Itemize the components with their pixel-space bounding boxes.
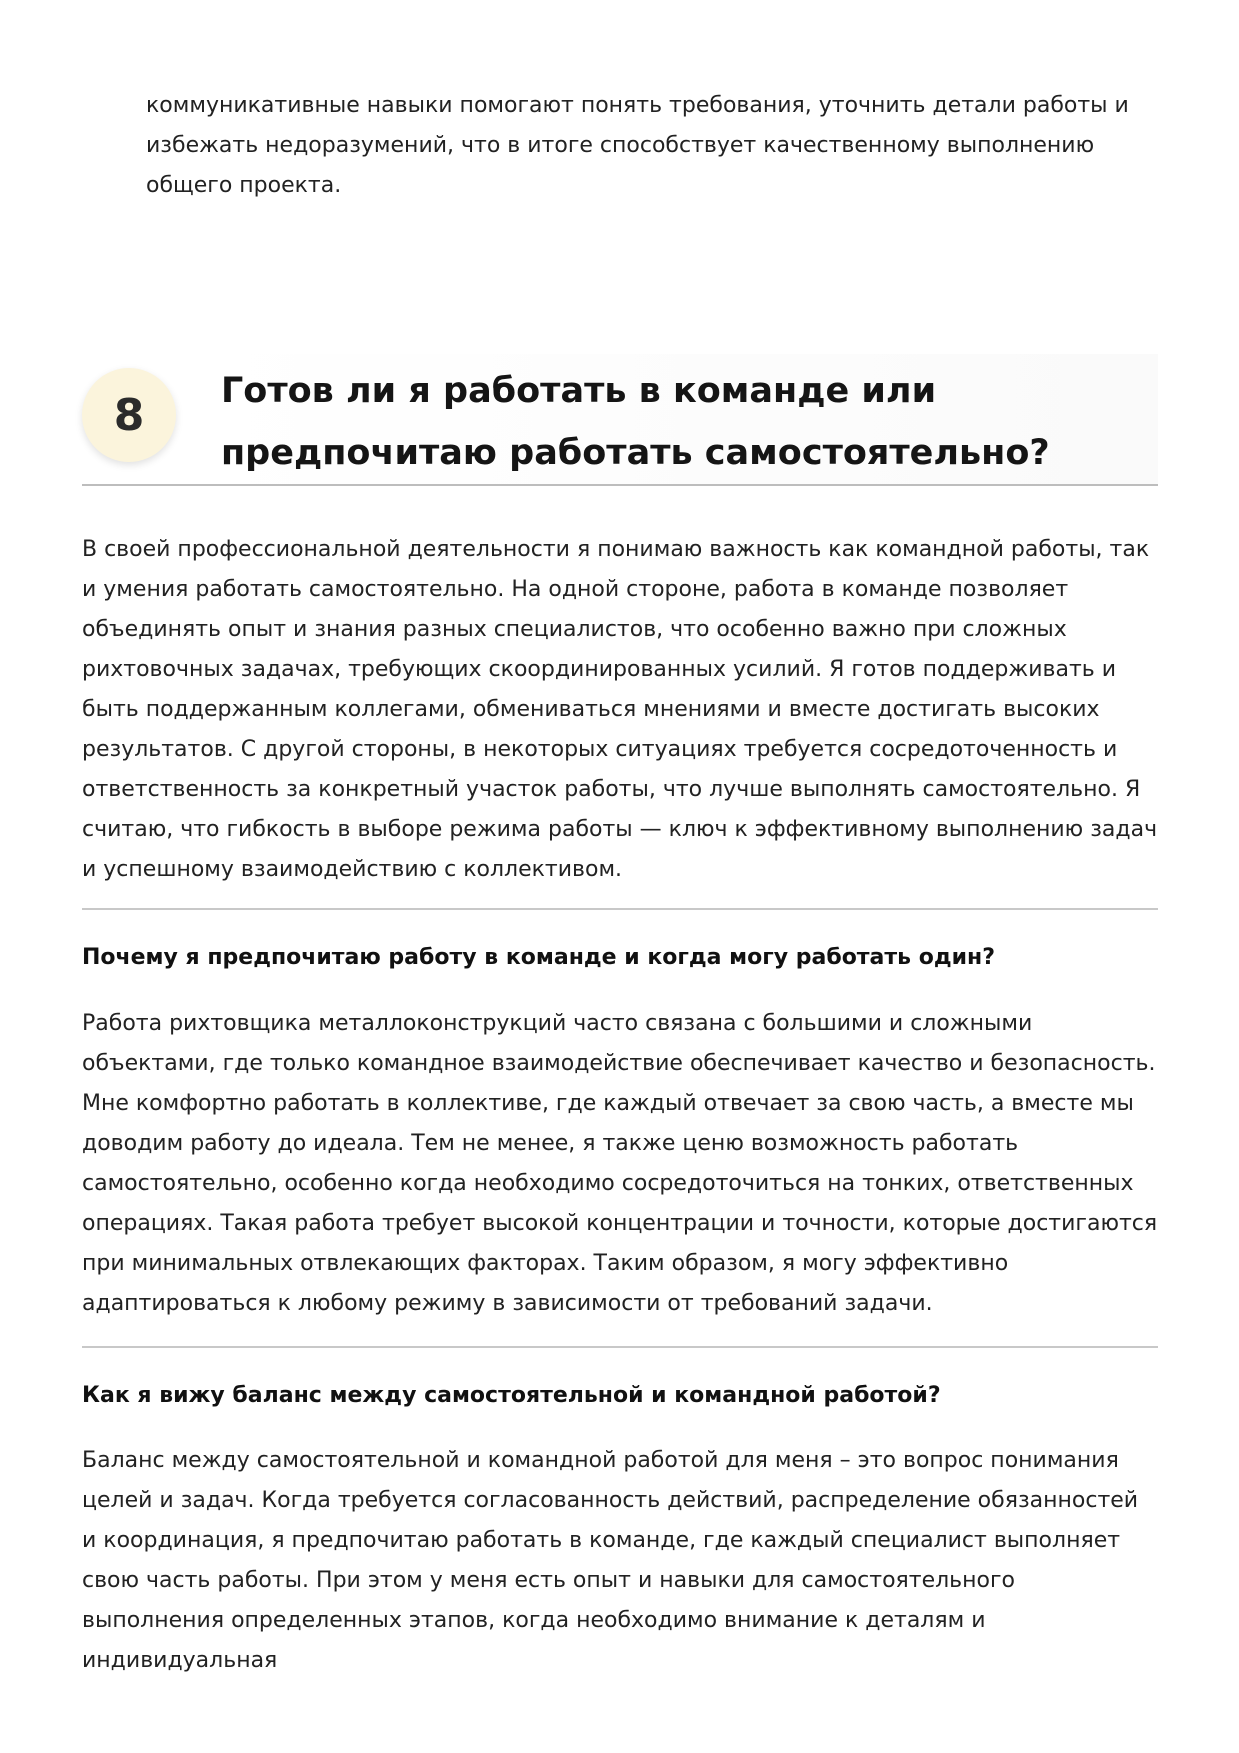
section-paragraph: Работа рихтовщика металлоконструкций часто связана с большими и сложными объектами, где только командное взаимодействие обеспечивает качество и безопасность. Мне комфортно работать в коллективе, где каждый отвечает за свою часть, а вместе мы доводим работу до идеала. Тем не менее, я также ценю возможность работать самостоятельно, особенно когда необходимо сосредоточиться на тонких, ответственных операциях. Такая работа требует высокой концентрации и точности, которые достигаются при минимальных отвлекающих факторах. Таким образом, я могу эффективно адаптироваться к любому режиму в зависимости от требований задачи. — [82, 1011, 1158, 1316]
question-title: Готов ли я работать в команде или предпочитаю работать самостоятельно? — [221, 371, 1050, 473]
section-heading: Почему я предпочитаю работу в команде и когда могу работать один? — [82, 945, 995, 970]
question-number-badge: 8 — [82, 368, 176, 462]
section-divider — [82, 908, 1158, 910]
section-paragraph: Баланс между самостоятельной и командной работой для меня – это вопрос понимания целей и задач. Когда требуется согласованность действий, распределение обязанностей и координация, я предпочитаю работать в команде, где каждый специалист выполняет свою часть работы. При этом у меня есть опыт и навыки для самостоятельного выполнения определенных этапов, когда необходимо внимание к деталям и индивидуальная — [82, 1448, 1139, 1673]
intro-paragraph: коммуникативные навыки помогают понять требования, уточнить детали работы и избежать недоразумений, что в итоге способствует качественному выполнению общего проекта. — [146, 93, 1129, 198]
answer-paragraph: В своей профессиональной деятельности я понимаю важность как командной работы, так и умения работать самостоятельно. На одной стороне, работа в команде позволяет объединять опыт и знания разных специалистов, что особенно важно при сложных рихтовочных задачах, требующих скоординированных усилий. Я готов поддерживать и быть поддержанным коллегами, обмениваться мнениями и вместе достигать высоких результатов. С другой стороны, в некоторых ситуациях требуется сосредоточенность и ответственность за конкретный участок работы, что лучше выполнять самостоятельно. Я считаю, что гибкость в выборе режима работы — ключ к эффективному выполнению задач и успешному взаимодействию с коллективом. — [82, 537, 1158, 882]
section-heading: Как я вижу баланс между самостоятельной и командной работой? — [82, 1383, 941, 1408]
question-header — [82, 354, 1158, 486]
section-divider — [82, 1346, 1158, 1348]
